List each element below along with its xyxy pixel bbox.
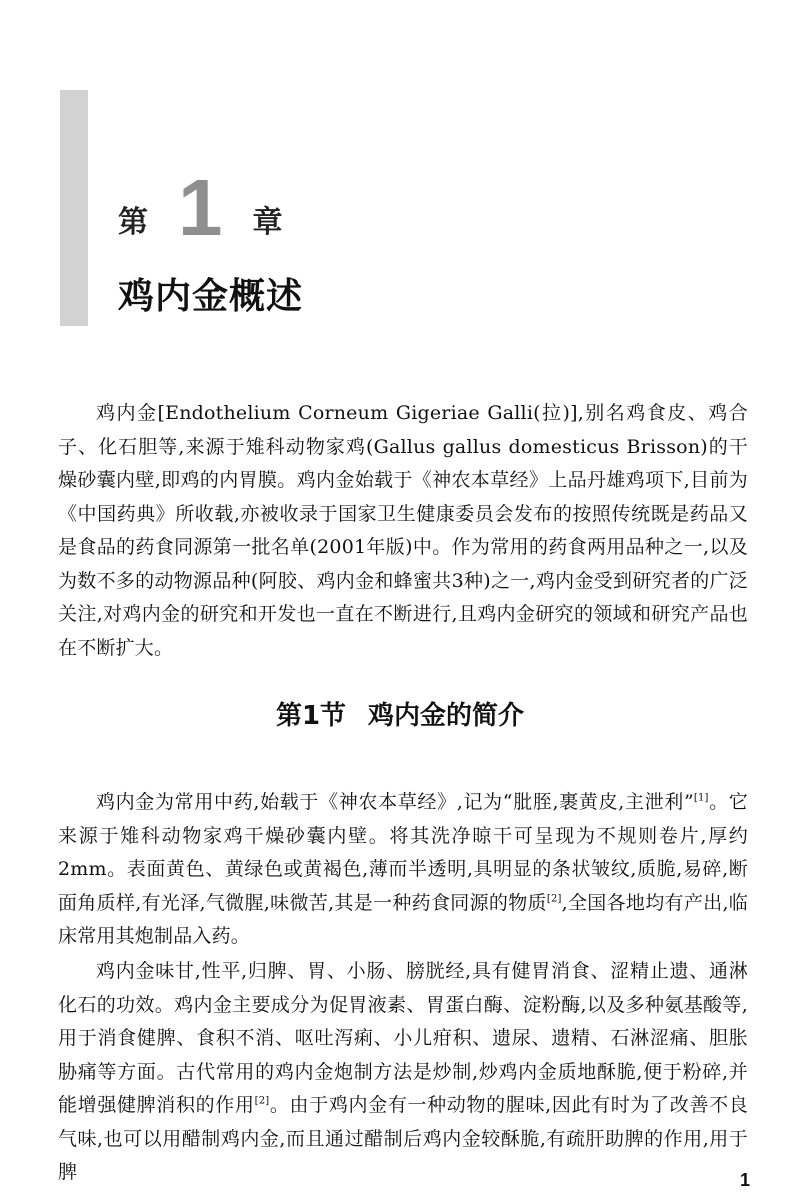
section-title: 鸡内金的简介: [368, 701, 525, 731]
chapter-prefix: 第: [118, 205, 148, 240]
citation-ref: [2]: [546, 893, 562, 905]
chapter-suffix: 章: [252, 205, 283, 240]
section-number: 第1节: [275, 701, 347, 731]
paragraph-text: 。它来源于雉科动物家鸡干燥砂囊内壁。将其洗净晾干可呈现为不规则卷片,厚约2mm。表面黄色、黄绿色或黄褐色,薄而半透明,具明显的条状皱纹,质脆,易碎,断面角质样,有光泽,气微腥,味微苦,其是一种药食同源的物质: [58, 791, 748, 914]
page-number: 1: [739, 1170, 750, 1190]
paragraph-text: 鸡内金味甘,性平,归脾、胃、小肠、膀胱经,具有健胃消食、涩精止遗、通淋化石的功效。鸡内金主要成分为促胃液素、胃蛋白酶、淀粉酶,以及多种氨基酸等,用于消食健脾、食积不消、呕吐泻痢、小儿疳积、遗尿、遗精、石淋涩痛、胆胀胁痛等方面。古代常用的鸡内金炮制方法是炒制,炒鸡内金质地酥脆,便于粉碎,并能增强健脾消积的作用: [58, 960, 748, 1116]
chapter-title: 鸡内金概述: [118, 276, 304, 317]
body-paragraph-1: [58, 786, 748, 954]
paragraph-text: 鸡内金为常用中药,始载于《神农本草经》,记为“肶胵,裹黄皮,主泄利”: [96, 791, 694, 813]
body-paragraph-2: [58, 955, 748, 1190]
citation-ref: [2]: [254, 1095, 270, 1107]
chapter-decor-bar: [60, 90, 88, 326]
chapter-label: [118, 163, 283, 252]
chapter-number: 1: [178, 163, 223, 252]
paragraph-text: 。由于鸡内金有一种动物的腥味,因此有时为了改善不良气味,也可以用醋制鸡内金,而且通过醋制后鸡内金较酥脆,有疏肝助脾的作用,用于脾: [58, 1094, 748, 1183]
paragraph-text: ,全国各地均有产出,临床常用其炮制品入药。: [58, 891, 749, 947]
citation-ref: [1]: [693, 792, 709, 804]
section-heading: [0, 700, 800, 734]
intro-paragraph: 鸡内金[Endothelium Corneum Gigeriae Galli(拉)],别名鸡食皮、鸡合子、化石胆等,来源于雉科动物家鸡(Gallus gallus domesticus Brisson)的干燥砂囊内壁,即鸡的内胃膜。鸡内金始载于《神农本草经》上品丹雄鸡项下,目前为《中国药典》所收载,亦被收录于国家卫生健康委员会发布的按照传统既是药品又是食品的药食同源第一批名单(2001年版)中。作为常用的药食两用品种之一,以及为数不多的动物源品种(阿胶、鸡内金和蜂蜜共3种)之一,鸡内金受到研究者的广泛关注,对鸡内金的研究和开发也一直在不断进行,且鸡内金研究的领域和研究产品也在不断扩大。: [58, 402, 748, 659]
